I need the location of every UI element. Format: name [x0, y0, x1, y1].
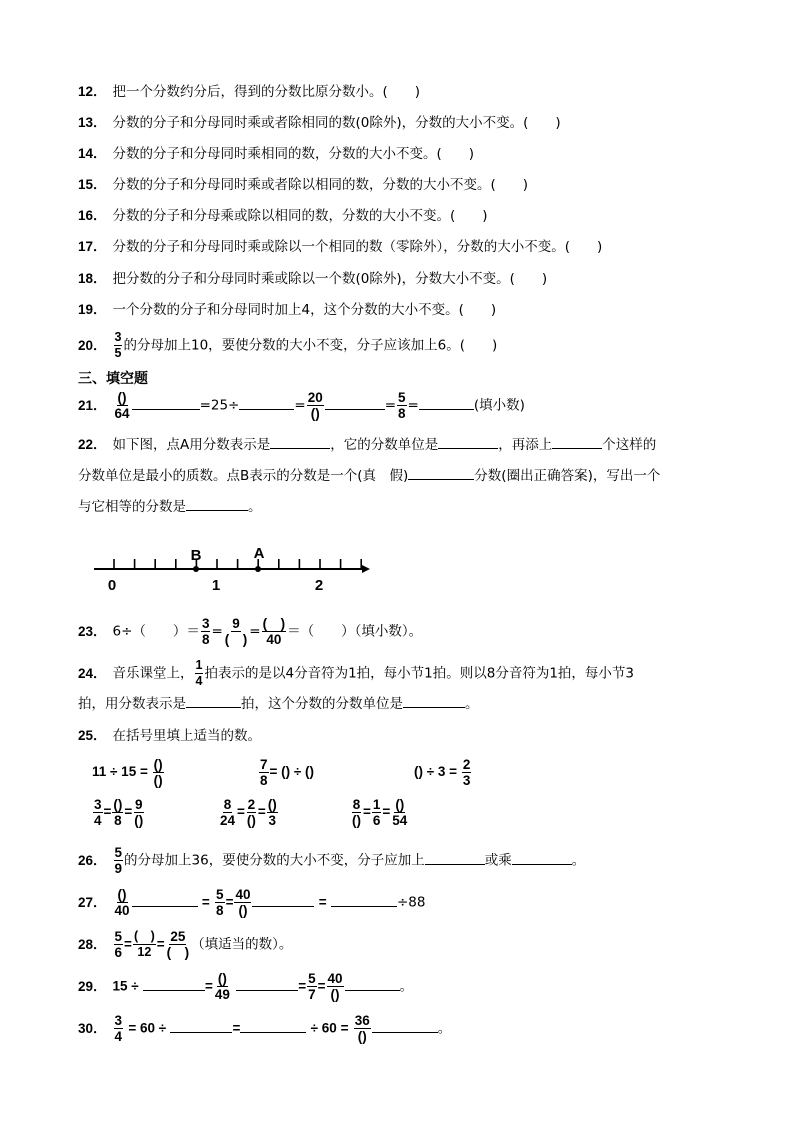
answer-blank[interactable] — [325, 397, 385, 410]
question-19: 19． 一个分数的分子和分母同时加上4，这个分数的大小不变。( ) — [78, 302, 497, 318]
answer-blank[interactable] — [438, 436, 498, 449]
question-20: 20． $\frac{3}{5}$ 的分母加上10，要使分数的大小不变，分子应该加上6。( ) — [78, 330, 498, 360]
answer-blank[interactable] — [552, 436, 602, 449]
fraction: $\frac{1}{6}$ — [372, 797, 381, 828]
fraction: $\frac{40}{()}$ — [235, 887, 251, 918]
question-22-line-3: 与它相等的分数是 。 — [78, 499, 262, 515]
point-b — [193, 566, 199, 572]
fraction: $\frac{( )}{40}$ — [262, 616, 286, 647]
fraction: $\frac{()}{3}$ — [267, 797, 277, 828]
label-two: 2 — [314, 577, 324, 594]
answer-blank[interactable] — [512, 852, 572, 865]
fraction: $\frac{5}{8}$ — [216, 887, 224, 918]
fraction: $\frac{()}{()}$ — [153, 757, 163, 788]
label-a: A — [253, 545, 265, 562]
fraction: $\frac{25}{( )}$ — [166, 929, 190, 960]
question-12: 12． 把一个分数约分后，得到的分数比原分数小。( ) — [78, 84, 421, 100]
fraction: $\frac{()}{40}$ — [114, 887, 130, 918]
question-23: 23． 6÷（ ）＝ $\frac{3}{8}$ = $\frac{9}{( )}$ = $\frac{( )}{40}$ ＝（ ）（填小数）。 — [78, 616, 423, 647]
question-14: 14． 分数的分子和分母同时乘相同的数，分数的大小不变。( ) — [78, 146, 475, 162]
label-b: B — [190, 547, 202, 564]
fraction: $\frac{5}{9}$ — [114, 845, 123, 876]
question-27: 27． $\frac{()}{40}$ = $\frac{5}{8}$ = $\frac{40}{()}$ = ÷88 — [78, 887, 426, 918]
answer-blank[interactable] — [236, 978, 298, 991]
fraction: $\frac{5}{6}$ — [114, 929, 123, 960]
answer-blank[interactable] — [240, 1020, 306, 1033]
question-24-line-2: 拍，用分数表示是 拍，这个分数的分数单位是 。 — [78, 696, 479, 712]
question-22-line-1: 22． 如下图，点A用分数表示是 ，它的分数单位是 ，再添上 个这样的 — [78, 437, 657, 453]
question-26: 26． $\frac{5}{9}$ 的分母加上36，要使分数的大小不变，分子应加上 或乘 。 — [78, 845, 586, 876]
label-one: 1 — [211, 577, 221, 594]
question-15: 15． 分数的分子和分母同时乘或者除以相同的数，分数的大小不变。( ) — [78, 177, 529, 193]
fraction: $\frac{3}{4}$ — [114, 1013, 123, 1044]
fraction: $\frac{( )}{12}$ — [133, 929, 155, 959]
answer-blank[interactable] — [239, 397, 294, 410]
answer-blank[interactable] — [419, 397, 474, 410]
answer-blank[interactable] — [143, 978, 205, 991]
answer-blank[interactable] — [186, 695, 241, 708]
question-21: 21． $\frac{()}{64}$ =25÷ = $\frac{20}{()}$ = $\frac{5}{8}$ = (填小数) — [78, 390, 525, 421]
answer-blank[interactable] — [132, 397, 200, 410]
fraction: $\frac{()}{64}$ — [114, 390, 130, 421]
question-22-line-2: 分数单位是最小的质数。点B表示的分数是一个(真 假) 分数(圈出正确答案)，写出一个 — [78, 468, 661, 484]
fraction: $\frac{1}{4}$ — [195, 658, 203, 688]
fraction: $\frac{36}{()}$ — [354, 1013, 370, 1044]
answer-blank[interactable] — [132, 894, 198, 907]
question-18: 18． 把分数的分子和分母同时乘或除以一个数(0除外)，分数大小不变。( ) — [78, 271, 548, 287]
question-16: 16． 分数的分子和分母乘或除以相同的数，分数的大小不变。( ) — [78, 208, 488, 224]
question-13: 13． 分数的分子和分母同时乘或者除相同的数(0除外)，分数的大小不变。( ) — [78, 115, 561, 131]
question-29: 29． 15 ÷ = $\frac{()}{49}$ = $\frac{5}{7}$ = $\frac{40}{()}$ 。 — [78, 971, 414, 1002]
fraction: $\frac{5}{8}$ — [398, 390, 406, 421]
answer-blank[interactable] — [372, 1020, 438, 1033]
fraction: $\frac{3}{5}$ — [114, 330, 122, 360]
arrow-head — [362, 565, 370, 573]
answer-blank[interactable] — [403, 695, 465, 708]
fraction: $\frac{7}{8}$ — [260, 757, 268, 788]
question-28: 28． $\frac{5}{6}$ = $\frac{( )}{12}$ = $\frac{25}{( )}$ （填适当的数）。 — [78, 929, 293, 960]
number-line — [90, 538, 380, 594]
equation-2: $\frac{7}{8}$ = () ÷ () — [260, 757, 315, 788]
section-heading: 三、填空题 — [78, 371, 148, 387]
question-30: 30． $\frac{3}{4}$ = 60 ÷ = ÷ 60 = $\frac{36}{()}$ 。 — [78, 1013, 452, 1044]
equation-1: 11 ÷ 15 = $\frac{()}{()}$ — [92, 757, 163, 788]
fraction: $\frac{9}{()}$ — [134, 797, 144, 828]
equation-3: () ÷ 3 = $\frac{2}{3}$ — [414, 757, 471, 788]
answer-blank[interactable] — [425, 852, 485, 865]
question-24-line-1: 24． 音乐课堂上， $\frac{1}{4}$ 拍表示的是以4分音符为1拍，每小节1拍。则以8分音符为1拍，每小节3 — [78, 658, 635, 688]
fraction: $\frac{()}{8}$ — [113, 797, 123, 828]
fraction: $\frac{20}{()}$ — [307, 390, 323, 421]
fraction: $\frac{5}{7}$ — [308, 971, 316, 1002]
answer-blank[interactable] — [345, 978, 400, 991]
question-25: 25． 在括号里填上适当的数。 — [78, 728, 262, 744]
equation-6: $\frac{8}{()}$ = $\frac{1}{6}$ = $\frac{()}{54}$ — [352, 797, 408, 828]
point-a — [255, 566, 261, 572]
fraction: $\frac{3}{8}$ — [201, 616, 210, 647]
fraction: $\frac{3}{4}$ — [94, 797, 102, 828]
fraction: $\frac{2}{()}$ — [246, 797, 256, 828]
equation-4: $\frac{3}{4}$ = $\frac{()}{8}$ = $\frac{9}{()}$ — [94, 797, 144, 828]
fraction: $\frac{()}{54}$ — [392, 797, 408, 828]
answer-blank[interactable] — [170, 1020, 232, 1033]
fraction: $\frac{()}{49}$ — [214, 971, 230, 1002]
label-zero: 0 — [107, 577, 117, 594]
equation-5: $\frac{8}{24}$ = $\frac{2}{()}$ = $\frac{()}{3}$ — [220, 797, 277, 828]
fraction: $\frac{40}{()}$ — [327, 971, 343, 1002]
fraction: $\frac{2}{3}$ — [462, 757, 471, 788]
fraction: $\frac{8}{()}$ — [352, 797, 361, 828]
answer-blank[interactable] — [331, 894, 397, 907]
answer-blank[interactable] — [408, 467, 474, 480]
answer-blank[interactable] — [270, 436, 330, 449]
answer-blank[interactable] — [186, 498, 248, 511]
fraction: $\frac{9}{( )}$ — [224, 616, 248, 647]
fraction: $\frac{8}{24}$ — [220, 797, 236, 828]
question-17: 17． 分数的分子和分母同时乘或除以一个相同的数（零除外），分数的大小不变。( ) — [78, 239, 603, 255]
answer-blank[interactable] — [252, 894, 314, 907]
